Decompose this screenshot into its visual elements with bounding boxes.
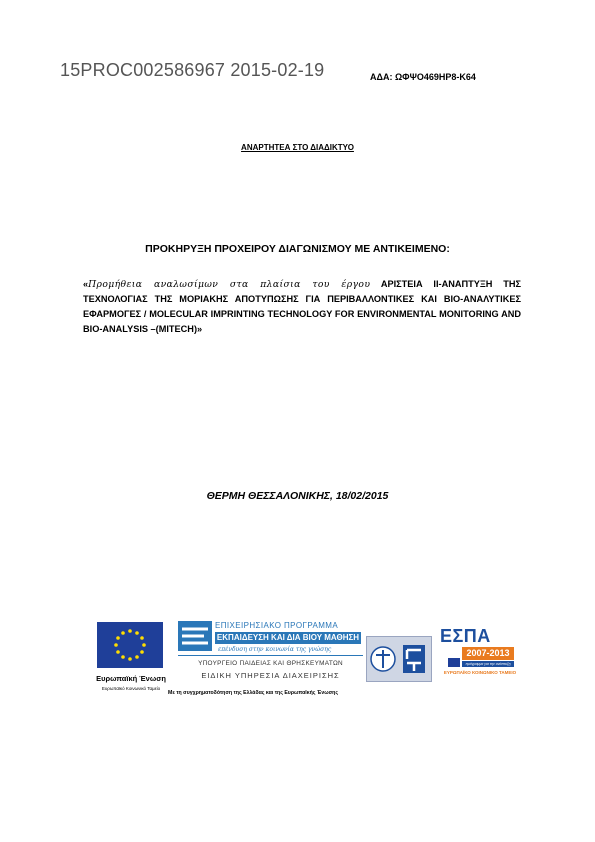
- subject-quote: «: [83, 279, 89, 289]
- espa-subtitle: πρόγραμμα για την ανάπτυξη: [462, 661, 514, 667]
- program-divider: [178, 655, 363, 656]
- espa-years: 2007-2013: [462, 647, 514, 660]
- espa-fund-label: ΕΥΡΩΠΑΪΚΟ ΚΟΙΝΩΝΙΚΟ ΤΑΜΕΙΟ: [443, 670, 517, 675]
- eu-label: Ευρωπαϊκή Ένωση: [96, 674, 166, 683]
- espa-eu-flag-icon: [448, 658, 460, 667]
- cofunding-note: Με τη συγχρηματοδότηση της Ελλάδας και της Ευρωπαϊκής Ένωσης: [168, 690, 339, 696]
- gget-logo: [366, 636, 432, 682]
- subject-rest: ΑΡΙΣΤΕΙΑ ΙΙ-ΑΝΑΠΤΥΞΗ ΤΗΣ ΤΕΧΝΟΛΟΓΙΑΣ ΤΗΣ ΜΟΡΙΑΚΗΣ ΑΠΟΤΥΠΩΣΗΣ ΓΙΑ ΠΕΡΙΒΑΛΛΟΝΤΙΚΕΣ ΚΑΙ ΒΙΟ-ΑΝΑΛΥΤΙΚΕΣ ΕΦΑΡΜΟΓΕΣ / MOLECULAR IMPRINTING TECHNOLOGY FOR ENVIRONMENTAL MONITORING AND BIO-ANALYSIS –(MITECH)»: [83, 279, 522, 334]
- program-icon: [178, 621, 212, 656]
- ministry-label: ΥΠΟΥΡΓΕΙΟ ΠΑΙΔΕΙΑΣ ΚΑΙ ΘΡΗΣΚΕΥΜΑΤΩΝ: [198, 660, 343, 667]
- eu-sub-label: Ευρωπαϊκό Κοινωνικό Ταμείο: [101, 686, 161, 691]
- espa-logo-text: ΕΣΠΑ: [440, 626, 491, 646]
- place-date: ΘΕΡΜΗ ΘΕΣΣΑΛΟΝΙΚΗΣ, 18/02/2015: [206, 490, 389, 502]
- eu-stars-icon: [97, 622, 163, 668]
- program-slogan: επένδυση στην κοινωνία της γνώσης: [218, 646, 332, 653]
- ada-code: ΑΔΑ: ΩΦΨΟ469ΗΡ8-Κ64: [370, 72, 476, 82]
- subject-italic: Προμήθεια αναλωσίμων στα πλαίσια του έργου: [88, 279, 371, 290]
- subject-paragraph: [83, 277, 521, 337]
- eu-flag-logo: [97, 622, 163, 668]
- authority-label: ΕΙΔΙΚΗ ΥΠΗΡΕΣΙΑ ΔΙΑΧΕΙΡΙΣΗΣ: [201, 671, 340, 680]
- document-title: ΠΡΟΚΗΡΥΞΗ ΠΡΟΧΕΙΡΟΥ ΔΙΑΓΩΝΙΣΜΟΥ ΜΕ ΑΝΤΙΚΕΙΜΕΝΟ:: [145, 243, 450, 255]
- protocol-number: 15PROC002586967 2015-02-19: [60, 60, 325, 80]
- posting-note: ΑΝΑΡΤΗΤΕΑ ΣΤΟ ΔΙΑΔΙΚΤΥΟ: [241, 143, 354, 152]
- program-line2: ΕΚΠΑΙΔΕΥΣΗ ΚΑΙ ΔΙΑ ΒΙΟΥ ΜΑΘΗΣΗ: [216, 633, 360, 642]
- program-line1: ΕΠΙΧΕΙΡΗΣΙΑΚΟ ΠΡΟΓΡΑΜΜΑ: [215, 621, 339, 630]
